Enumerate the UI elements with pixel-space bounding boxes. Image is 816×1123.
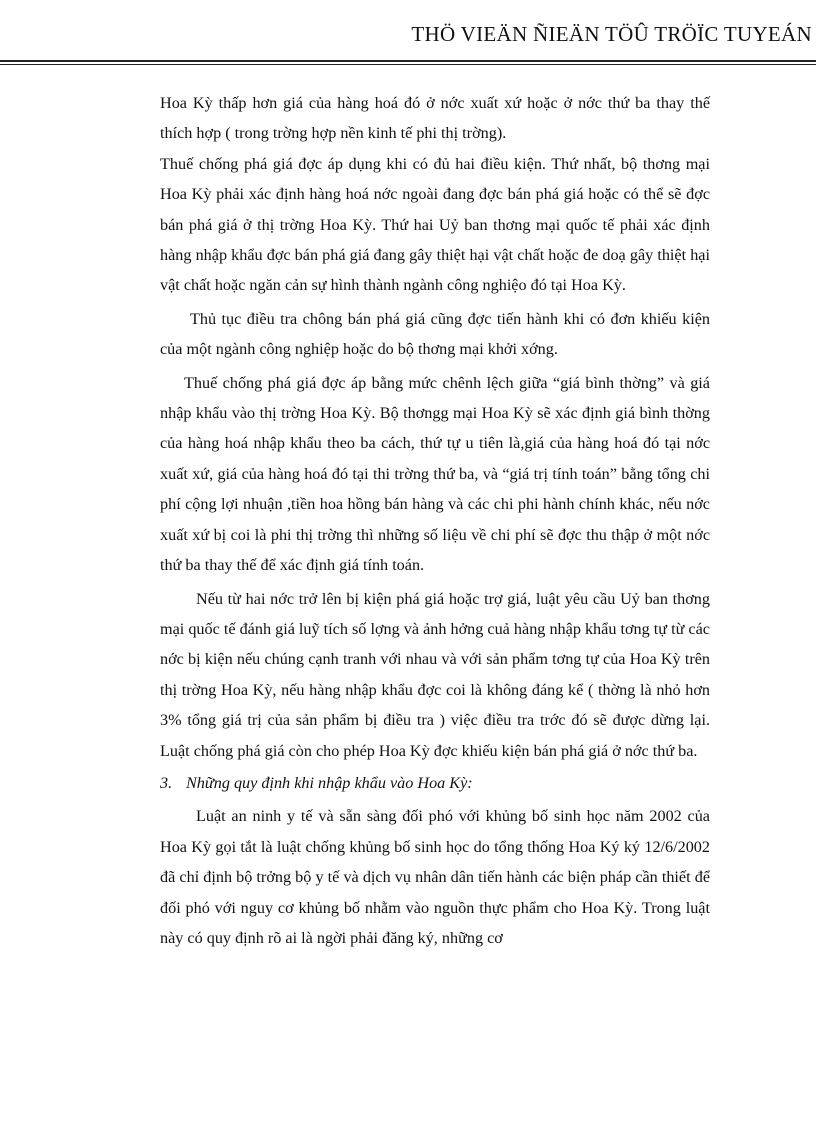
section-heading (160, 768, 710, 798)
paragraph-bioterrorism-act: Luật an ninh y tế và sẵn sàng đối phó với khủng bố sinh học năm 2002 của Hoa Kỳ gọi tắt là luật chống khủng bố sinh học do tổng thống Hoa Ký ký 12/6/2002 đã chỉ định bộ trởng bộ y tế và dịch vụ nhân dân tiến hành các biện pháp cần thiết để đối phó với nguy cơ khủng bố nhằm vào nguồn thực phẩm cho Hoa Kỳ. Trong luật này có quy định rõ ai là ngời phải đăng ký, những cơ (160, 807, 710, 947)
paragraph-investigation-procedure: Thủ tục điều tra chông bán phá giá cũng đợc tiến hành khi có đơn khiếu kiện của một ngành công nghiệp hoặc do bộ thơng mại khởi xớng. (160, 309, 710, 359)
header-rule (0, 60, 816, 65)
paragraph-continuation: Hoa Kỳ thấp hơn giá của hàng hoá đó ở nớc xuất xứ hoặc ở nớc thứ ba thay thế thích hợp ( trong trờng hợp nền kinh tế phi thị trờng). (160, 94, 710, 143)
paragraph-duty-calculation: Thuế chống phá giá đợc áp bằng mức chênh lệch giữa “giá bình thờng” và giá nhập khẩu vào thị trờng Hoa Kỳ. Bộ thơngg mại Hoa Kỳ sẽ xác định giá bình thờng của hàng hoá nhập khẩu theo ba cách, thứ tự u tiên là,giá của hàng hoá đó tại nớc xuất xứ, giá của hàng hoá đó tại thi trờng thứ ba, và “giá trị tính toán” bằng tổng chi phí cộng lợi nhuận ,tiền hoa hồng bán hàng và các chi phi hành chính khác, nếu nớc xuất xứ bị coi là phi thị trờng thì những số liệu về chi phí sẽ đợc thu thập ở một nớc thứ ba thay thế để xác định giá tính toán. (160, 373, 710, 575)
paragraph-cumulative-assessment: Nếu từ hai nớc trở lên bị kiện phá giá hoặc trợ giá, luật yêu cầu Uỷ ban thơng mại quốc tế đánh giá luỹ tích số lợng và ảnh hởng cuả hàng nhập khẩu tơng tự từ các nớc bị kiện nếu chúng cạnh tranh với nhau và với sản phẩm tơng tự của Hoa Kỳ trên thị trờng Hoa Kỳ, nếu hàng nhập khẩu đợc coi là không đáng kể ( thờng là nhỏ hơn 3% tổng giá trị của sản phẩm bị điều tra ) việc điều tra trớc đó sẽ được dừng lại. Luật chống phá giá còn cho phép Hoa Kỳ đợc khiếu kiện bán phá giá ở nớc thứ ba. (160, 589, 710, 760)
document-body (160, 88, 710, 953)
page-header: THÖ VIEÄN ÑIEÄN TÖÛ TRÖÏC TUYEÁN (411, 22, 812, 46)
section-number: 3. (160, 773, 173, 792)
section-title: Những quy định khi nhập khẩu vào Hoa Kỳ: (186, 773, 473, 792)
paragraph-anti-dumping-conditions: Thuế chống phá giá đợc áp dụng khi có đủ hai điều kiện. Thứ nhất, bộ thơng mại Hoa Kỳ phải xác định hàng hoá nớc ngoài đang đợc bán phá giá hoặc có thể sẽ đợc bán phá giá ở thị trờng Hoa Kỳ. Thứ hai Uỷ ban thơng mại quốc tế phải xác định hàng nhập khẩu đợc bán phá giá đang gây thiệt hại vật chất hoặc đe doạ gây thiệt hại vật chất hoặc ngăn cản sự hình thành ngành công nghiệo đó tại Hoa Kỳ. (160, 154, 710, 295)
